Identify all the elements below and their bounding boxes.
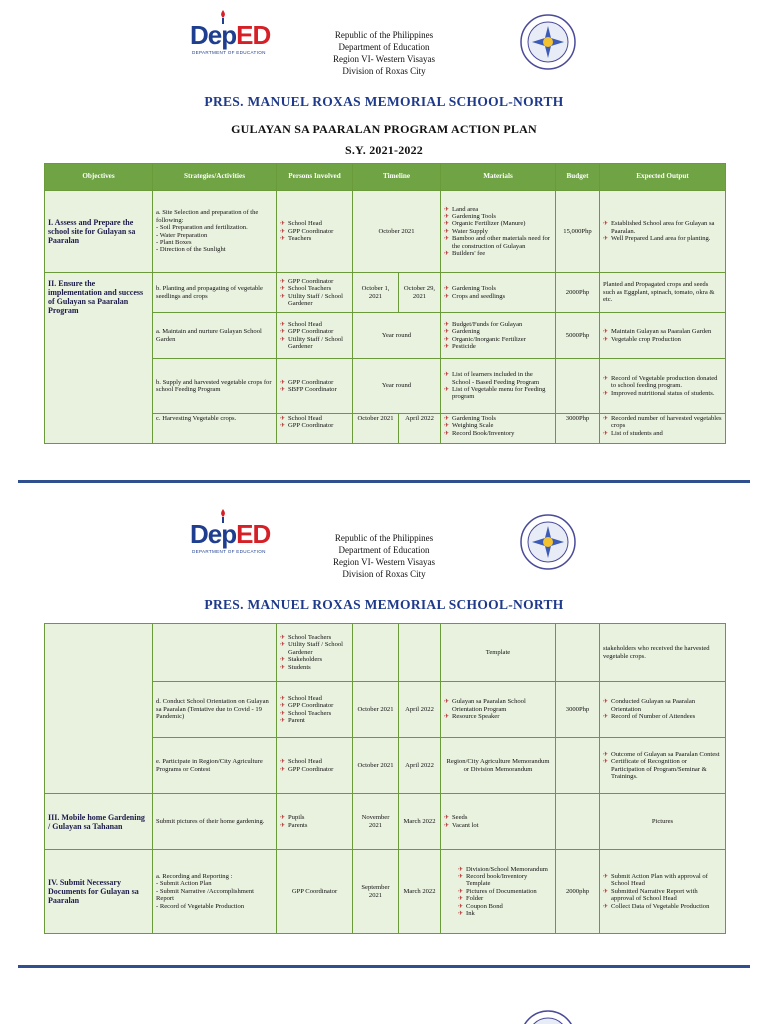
timeline-end-cell: October 29, 2021 bbox=[399, 273, 441, 313]
timeline-end-cell bbox=[399, 624, 441, 682]
deped-logo-subtitle: DEPARTMENT OF EDUCATION bbox=[192, 549, 266, 554]
table-row bbox=[45, 794, 726, 850]
letterhead bbox=[284, 29, 484, 77]
timeline-start-cell: October 1, 2021 bbox=[353, 273, 399, 313]
budget-cell bbox=[556, 359, 600, 414]
region-line: Region VI- Western Visayas bbox=[333, 54, 435, 64]
deped-seal-icon bbox=[520, 514, 576, 570]
persons-cell: ✈ Pupils ✈ Parents bbox=[277, 794, 353, 850]
deped-logo-text: DepED bbox=[190, 519, 271, 549]
strategy-cell: d. Conduct School Orientation on Gulayan sa Paaralan (Tentative due to Covid - 19 Pandemic) bbox=[153, 682, 277, 738]
strategy-cell: a. Site Selection and preparation of the following: - Soil Preparation and fertilization. - Water Preparation - Plant Boxes - Direction of the Sunlight bbox=[153, 191, 277, 273]
persons-cell: ✈ School Head ✈ GPP Coordinator ✈ School Teachers ✈ Parent bbox=[277, 682, 353, 738]
table-row bbox=[45, 624, 726, 682]
budget-cell bbox=[556, 624, 600, 682]
action-plan-table-continued bbox=[44, 623, 726, 934]
persons-cell: GPP Coordinator bbox=[277, 850, 353, 934]
strategy-cell bbox=[153, 624, 277, 682]
timeline-end-cell: April 2022 bbox=[399, 682, 441, 738]
page-divider bbox=[18, 965, 750, 968]
output-cell: Pictures bbox=[600, 794, 726, 850]
deped-logo bbox=[190, 15, 270, 61]
department-line: Department of Education bbox=[338, 545, 430, 555]
col-expected-output: Expected Output bbox=[600, 164, 726, 191]
letterhead bbox=[284, 532, 484, 580]
budget-cell: 3000Php bbox=[556, 414, 600, 444]
department-line: Department of Education bbox=[338, 42, 430, 52]
output-cell: ✈ Conducted Gulayan sa Paaralan Orientation ✈ Record of Number of Attendees bbox=[600, 682, 726, 738]
output-cell: ✈ Outcome of Gulayan sa Paaralan Contest ✈ Certificate of Recognition or Participation of Program/Seminar & Trainings. bbox=[600, 738, 726, 794]
col-materials: Materials bbox=[441, 164, 556, 191]
budget-cell: 3000Php bbox=[556, 682, 600, 738]
persons-cell: ✈ School Head ✈ GPP Coordinator bbox=[277, 738, 353, 794]
materials-cell: ✈ Seeds ✈ Vacant lot bbox=[441, 794, 556, 850]
materials-cell: Region/City Agriculture Memorandum or Division Memorandum bbox=[441, 738, 556, 794]
materials-cell: ✈ Land area ✈ Gardening Tools ✈ Organic Fertilizer (Manure) ✈ Water Supply ✈ Bamboo and other materials need for the construction of Gulayan ✈ Builders' fee bbox=[441, 191, 556, 273]
deped-logo-subtitle: DEPARTMENT OF EDUCATION bbox=[192, 50, 266, 55]
table-row bbox=[45, 191, 726, 273]
school-name: PRES. MANUEL ROXAS MEMORIAL SCHOOL-NORTH bbox=[204, 94, 564, 109]
timeline-cell: Year round bbox=[353, 313, 441, 359]
timeline-start-cell bbox=[353, 624, 399, 682]
timeline-start-cell: October 2021 bbox=[353, 414, 399, 444]
strategy-cell: e. Participate in Region/City Agriculture Programs or Contest bbox=[153, 738, 277, 794]
strategy-cell: b. Planting and propagating of vegetable seedlings and crops bbox=[153, 273, 277, 313]
materials-cell: ✈ Division/School Memorandum ✈ Record book/Inventory Template ✈ Pictures of Documentation ✈ Folder ✈ Coupon Bond ✈ Ink bbox=[441, 850, 556, 934]
output-cell: stakeholders who received the harvested vegetable crops. bbox=[600, 624, 726, 682]
strategy-cell: c. Harvesting Vegetable crops. bbox=[153, 414, 277, 444]
materials-cell: ✈ Gardening Tools ✈ Crops and seedlings bbox=[441, 273, 556, 313]
output-cell: ✈ Established School area for Gulayan sa Paaralan. ✈ Well Prepared Land area for planting. bbox=[600, 191, 726, 273]
timeline-start-cell: October 2021 bbox=[353, 682, 399, 738]
budget-cell bbox=[556, 794, 600, 850]
timeline-end-cell: March 2022 bbox=[399, 794, 441, 850]
timeline-start-cell: September 2021 bbox=[353, 850, 399, 934]
objective-cell: IV. Submit Necessary Documents for Gulayan sa Paaralan bbox=[45, 850, 153, 934]
division-line: Division of Roxas City bbox=[342, 66, 426, 76]
persons-cell: ✈ School Head ✈ GPP Coordinator ✈ Teachers bbox=[277, 191, 353, 273]
output-cell: ✈ Record of Vegetable production donated to school feeding program. ✈ Improved nutritional status of students. bbox=[600, 359, 726, 414]
objective-cell: III. Mobile home Gardening / Gulayan sa Tahanan bbox=[45, 794, 153, 850]
output-cell: Planted and Propagated crops and seeds such as Eggplant, spinach, tomato, okra & etc. bbox=[600, 273, 726, 313]
document-page-2 bbox=[0, 500, 768, 984]
budget-cell: 2000php bbox=[556, 850, 600, 934]
school-year: S.Y. 2021-2022 bbox=[344, 143, 424, 157]
strategy-cell: a. Recording and Reporting : - Submit Action Plan - Submit Narrative /Accomplishment Report - Record of Vegetable Production bbox=[153, 850, 277, 934]
output-cell: ✈ Recorded number of harvested vegetables crops ✈ List of students and bbox=[600, 414, 726, 444]
deped-seal-icon bbox=[520, 14, 576, 70]
table-row bbox=[45, 273, 726, 313]
republic-line: Republic of the Philippines bbox=[334, 30, 434, 40]
budget-cell: 15,000Php bbox=[556, 191, 600, 273]
budget-cell: 5000Php bbox=[556, 313, 600, 359]
region-line: Region VI- Western Visayas bbox=[333, 557, 435, 567]
budget-cell: 2000Php bbox=[556, 273, 600, 313]
strategy-cell: Submit pictures of their home gardening. bbox=[153, 794, 277, 850]
col-strategies: Strategies/Activities bbox=[153, 164, 277, 191]
deped-logo bbox=[190, 514, 270, 560]
output-cell: ✈ Submit Action Plan with approval of School Head ✈ Submitted Narrative Report with approval of School Head ✈ Collect Data of Vegetable Production bbox=[600, 850, 726, 934]
budget-cell bbox=[556, 738, 600, 794]
timeline-start-cell: November 2021 bbox=[353, 794, 399, 850]
republic-line: Republic of the Philippines bbox=[334, 533, 434, 543]
page-divider bbox=[18, 480, 750, 483]
school-name: PRES. MANUEL ROXAS MEMORIAL SCHOOL-NORTH bbox=[204, 597, 564, 612]
division-line: Division of Roxas City bbox=[342, 569, 426, 579]
materials-cell: ✈ Gulayan sa Paaralan School Orientation Program ✈ Resource Speaker bbox=[441, 682, 556, 738]
timeline-end-cell: March 2022 bbox=[399, 850, 441, 934]
timeline-end-cell: April 2022 bbox=[399, 414, 441, 444]
persons-cell: ✈ GPP Coordinator ✈ School Teachers ✈ Utility Staff / School Gardener bbox=[277, 273, 353, 313]
col-budget: Budget bbox=[556, 164, 600, 191]
persons-cell: ✈ GPP Coordinator ✈ SBFP Coordinator bbox=[277, 359, 353, 414]
output-cell: ✈ Maintain Gulayan sa Paaralan Garden ✈ Vegetable crop Production bbox=[600, 313, 726, 359]
persons-cell: ✈ School Teachers ✈ Utility Staff / School Gardener ✈ Stakeholders ✈ Students bbox=[277, 624, 353, 682]
deped-logo-text: DepED bbox=[190, 20, 271, 50]
objective-cell bbox=[45, 624, 153, 794]
strategy-cell: a. Maintain and nurture Gulayan School Garden bbox=[153, 313, 277, 359]
document-page-3-partial bbox=[0, 1010, 768, 1024]
plan-title: GULAYAN SA PAARALAN PROGRAM ACTION PLAN bbox=[231, 122, 537, 136]
persons-cell: ✈ School Head ✈ GPP Coordinator bbox=[277, 414, 353, 444]
materials-cell: ✈ List of learners included in the School - Based Feeding Program ✈ List of Vegetable menu for Feeding program bbox=[441, 359, 556, 414]
materials-cell: ✈ Gardening Tools ✈ Weighing Scale ✈ Record Book/Inventory bbox=[441, 414, 556, 444]
materials-cell: Template bbox=[441, 624, 556, 682]
table-header-row bbox=[45, 164, 726, 191]
objective-cell: II. Ensure the implementation and success of Gulayan sa Paaralan Program bbox=[45, 273, 153, 444]
persons-cell: ✈ School Head ✈ GPP Coordinator ✈ Utility Staff / School Gardener bbox=[277, 313, 353, 359]
strategy-cell: b. Supply and harvested vegetable crops for school Feeding Program bbox=[153, 359, 277, 414]
timeline-cell: Year round bbox=[353, 359, 441, 414]
action-plan-table bbox=[44, 163, 726, 444]
document-page-1 bbox=[0, 0, 768, 484]
table-row bbox=[45, 850, 726, 934]
timeline-start-cell: October 2021 bbox=[353, 738, 399, 794]
col-persons: Persons Involved bbox=[277, 164, 353, 191]
col-objectives: Objectives bbox=[45, 164, 153, 191]
objective-cell: I. Assess and Prepare the school site for Gulayan sa Paaralan bbox=[45, 191, 153, 273]
timeline-cell: October 2021 bbox=[353, 191, 441, 273]
materials-cell: ✈ Budget/Funds for Gulayan ✈ Gardening ✈ Organic/Inorganic Fertilizer ✈ Pesticide bbox=[441, 313, 556, 359]
timeline-end-cell: April 2022 bbox=[399, 738, 441, 794]
col-timeline: Timeline bbox=[353, 164, 441, 191]
deped-seal-icon bbox=[520, 1010, 576, 1024]
